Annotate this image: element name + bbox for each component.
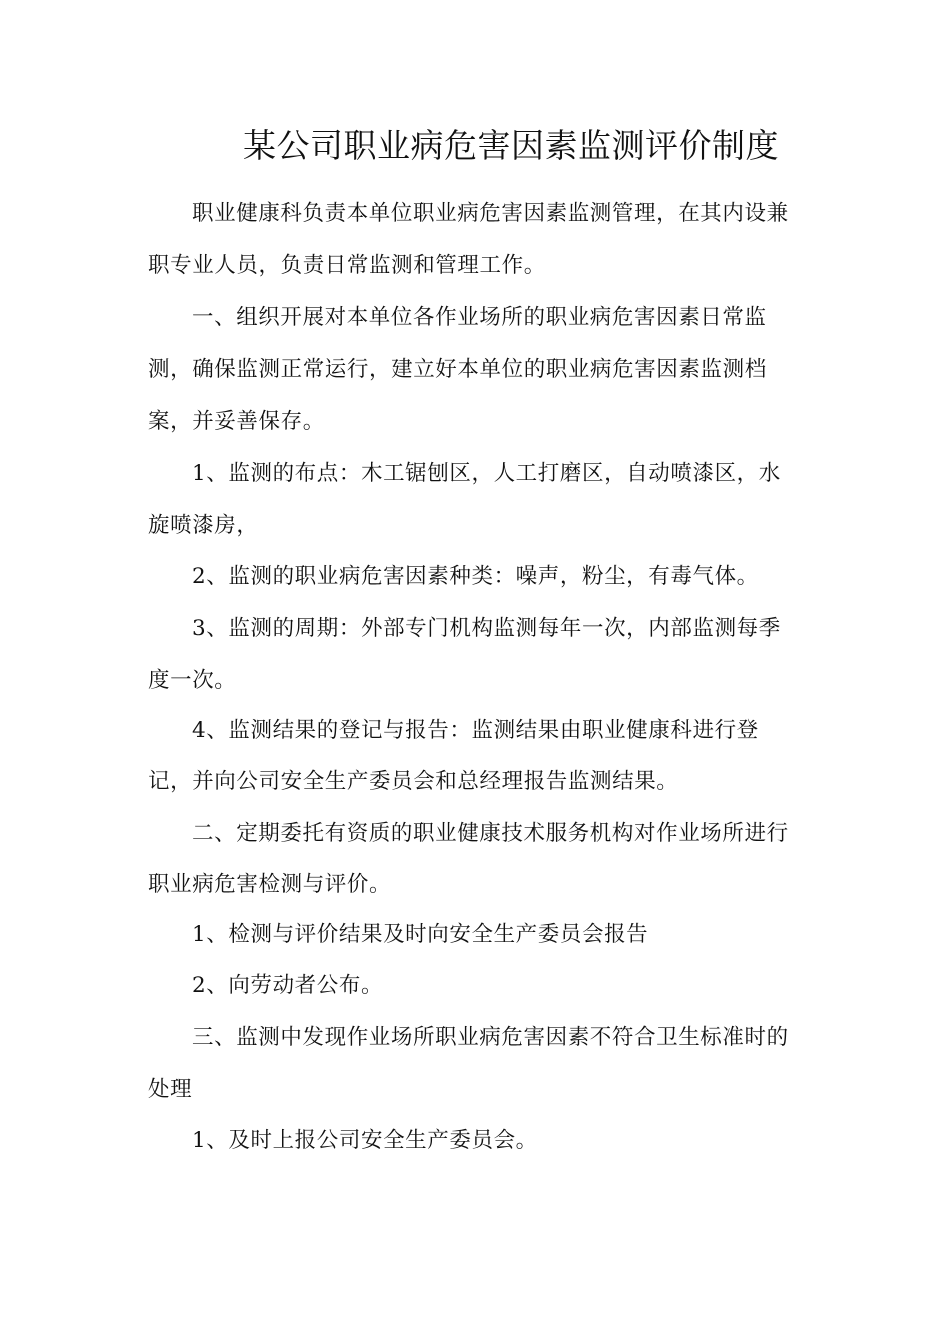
paragraph-line: 一、组织开展对本单位各作业场所的职业病危害因素日常监 bbox=[192, 305, 767, 330]
paragraph-line: 3、监测的周期：外部专门机构监测每年一次，内部监测每季 bbox=[192, 616, 781, 641]
document-title: 某公司职业病危害因素监测评价制度 bbox=[243, 126, 779, 165]
paragraph-line: 2、向劳动者公布。 bbox=[192, 973, 384, 998]
paragraph-line: 案，并妥善保存。 bbox=[148, 409, 325, 434]
paragraph-line: 记，并向公司安全生产委员会和总经理报告监测结果。 bbox=[148, 769, 679, 794]
paragraph-line: 职专业人员，负责日常监测和管理工作。 bbox=[148, 253, 546, 278]
paragraph-line: 2、监测的职业病危害因素种类：噪声，粉尘，有毒气体。 bbox=[192, 564, 759, 589]
paragraph-line: 处理 bbox=[148, 1077, 193, 1102]
paragraph-line: 度一次。 bbox=[148, 668, 237, 693]
paragraph-line: 旋喷漆房， bbox=[148, 513, 259, 538]
paragraph-line: 三、监测中发现作业场所职业病危害因素不符合卫生标准时的 bbox=[192, 1025, 789, 1050]
paragraph-line: 职业健康科负责本单位职业病危害因素监测管理，在其内设兼 bbox=[192, 201, 789, 226]
paragraph-line: 测，确保监测正常运行，建立好本单位的职业病危害因素监测档 bbox=[148, 357, 767, 382]
paragraph-line: 1、监测的布点：木工锯刨区，人工打磨区，自动喷漆区，水 bbox=[192, 461, 781, 486]
paragraph-line: 二、定期委托有资质的职业健康技术服务机构对作业场所进行 bbox=[192, 821, 789, 846]
paragraph-line: 1、检测与评价结果及时向安全生产委员会报告 bbox=[192, 922, 649, 947]
paragraph-line: 4、监测结果的登记与报告：监测结果由职业健康科进行登 bbox=[192, 718, 759, 743]
paragraph-line: 职业病危害检测与评价。 bbox=[148, 872, 392, 897]
paragraph-line: 1、及时上报公司安全生产委员会。 bbox=[192, 1128, 538, 1153]
